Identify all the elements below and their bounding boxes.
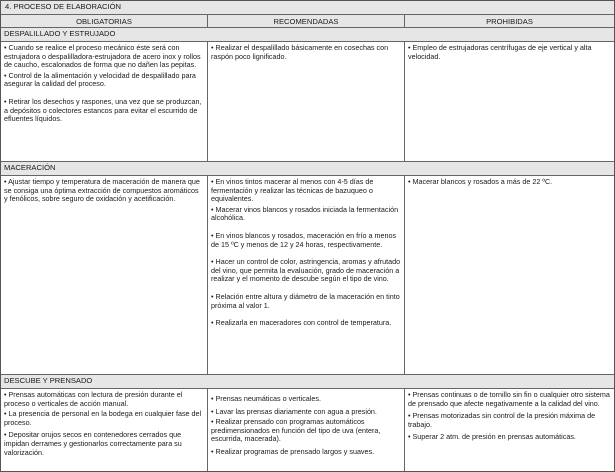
list-item: • Macerar vinos blancos y rosados iniciada la fermentación alcohólica. (211, 204, 399, 223)
list-item: • Realizar prensado con programas automáticos predimensionados en función del tipo de uva (entera, escurrida, macerada). (211, 417, 381, 444)
list-item: • Superar 2 atm. de presión en prensas automáticas. (408, 432, 576, 442)
list-item: • Relación entre altura y diámetro de la maceración en tinto próxima al valor 1. (211, 291, 400, 310)
section-title: MACERACIÓN (1, 162, 614, 176)
recomendadas-cell (208, 389, 405, 471)
section-row (1, 42, 614, 162)
section-row (1, 389, 614, 471)
list-item: • Control de la alimentación y velocidad de despalillado para asegurar la calidad del proceso. (4, 70, 196, 89)
prohibidas-cell (405, 42, 614, 161)
list-item: • Depositar orujos secos en contenedores cerrados que impidan derrames y gestionarlos correctamente para su valorización. (4, 430, 182, 457)
list-item: • Realizarla en maceradores con control de temperatura. (211, 318, 392, 328)
list-item: • La presencia de personal en la bodega en cualquier fase del proceso. (4, 409, 202, 427)
list-item: • En vinos blancos y rosados, maceración en frío a menos de 15 ºC y menos de 12 y 24 horas, respectivamente. (211, 230, 397, 249)
prohibidas-cell (405, 176, 614, 374)
list-item: • Empleo de estrujadoras centrífugas de eje vertical y alta velocidad. (408, 43, 592, 61)
list-item: • Realizar programas de prensado largos y suaves. (211, 446, 375, 456)
obligatorias-cell (1, 42, 208, 161)
prohibidas-cell (405, 389, 614, 471)
list-item: • Prensas motorizadas sin control de la presión máxima de trabajo. (408, 411, 596, 429)
list-item: • Prensas automáticas con lectura de presión durante el proceso o verticales de acción manual. (4, 390, 183, 408)
obligatorias-cell (1, 176, 208, 374)
obligatorias-cell (1, 389, 208, 471)
list-item: • Realizar el despalillado básicamente en cosechas con raspón poco lignificado. (211, 43, 389, 61)
list-item: • Cuando se realice el proceso mecánico éste será con estrujadora o despalilladora-estrujadora de acero inox y rollos de caucho, escalonados de forma que no dañen las pepitas. (4, 43, 201, 70)
list-item: • Ajustar tiempo y temperatura de maceración de manera que se consiga una óptima extracción de compuestos aromáticos y fenólicos, sobre seguro de oxidación y acetificación. (4, 177, 200, 204)
list-item: • Prensas neumáticas o verticales. (211, 394, 321, 403)
header-obligatorias: OBLIGATORIAS (1, 15, 208, 27)
list-item: • En vinos tintos macerar al menos con 4-5 días de fermentación y realizar las técnicas de bazuqueo o equivalentes. (211, 177, 374, 204)
list-item: • Lavar las prensas diariamente con agua a presión. (211, 406, 377, 416)
column-headers (1, 15, 614, 28)
header-recomendadas: RECOMENDADAS (208, 15, 405, 27)
list-item: • Macerar blancos y rosados a más de 22 ºC. (408, 177, 553, 186)
list-item: • Prensas continuas o de tornillo sin fin o cualquier otro sistema de prensado que afecte negativamente a la calidad del vino. (408, 390, 610, 408)
recomendadas-cell (208, 42, 405, 161)
section-row (1, 176, 614, 375)
table-title: 4. PROCESO DE ELABORACIÓN (1, 1, 614, 15)
section-title: DESCUBE Y PRENSADO (1, 375, 614, 389)
list-item: • Hacer un control de color, astringencia, aromas y afrutado del vino, que permita la evaluación, grado de maceración a realizar y el momento de descube según el tipo de vino. (211, 257, 401, 284)
recomendadas-cell (208, 176, 405, 374)
header-prohibidas: PROHIBIDAS (405, 15, 614, 27)
list-item: • Retirar los desechos y raspones, una vez que se produzcan, a depósitos o colectores estancos para evitar el escurrido de efluentes líquidos. (4, 96, 202, 124)
section-title: DESPALILLADO Y ESTRUJADO (1, 28, 614, 42)
